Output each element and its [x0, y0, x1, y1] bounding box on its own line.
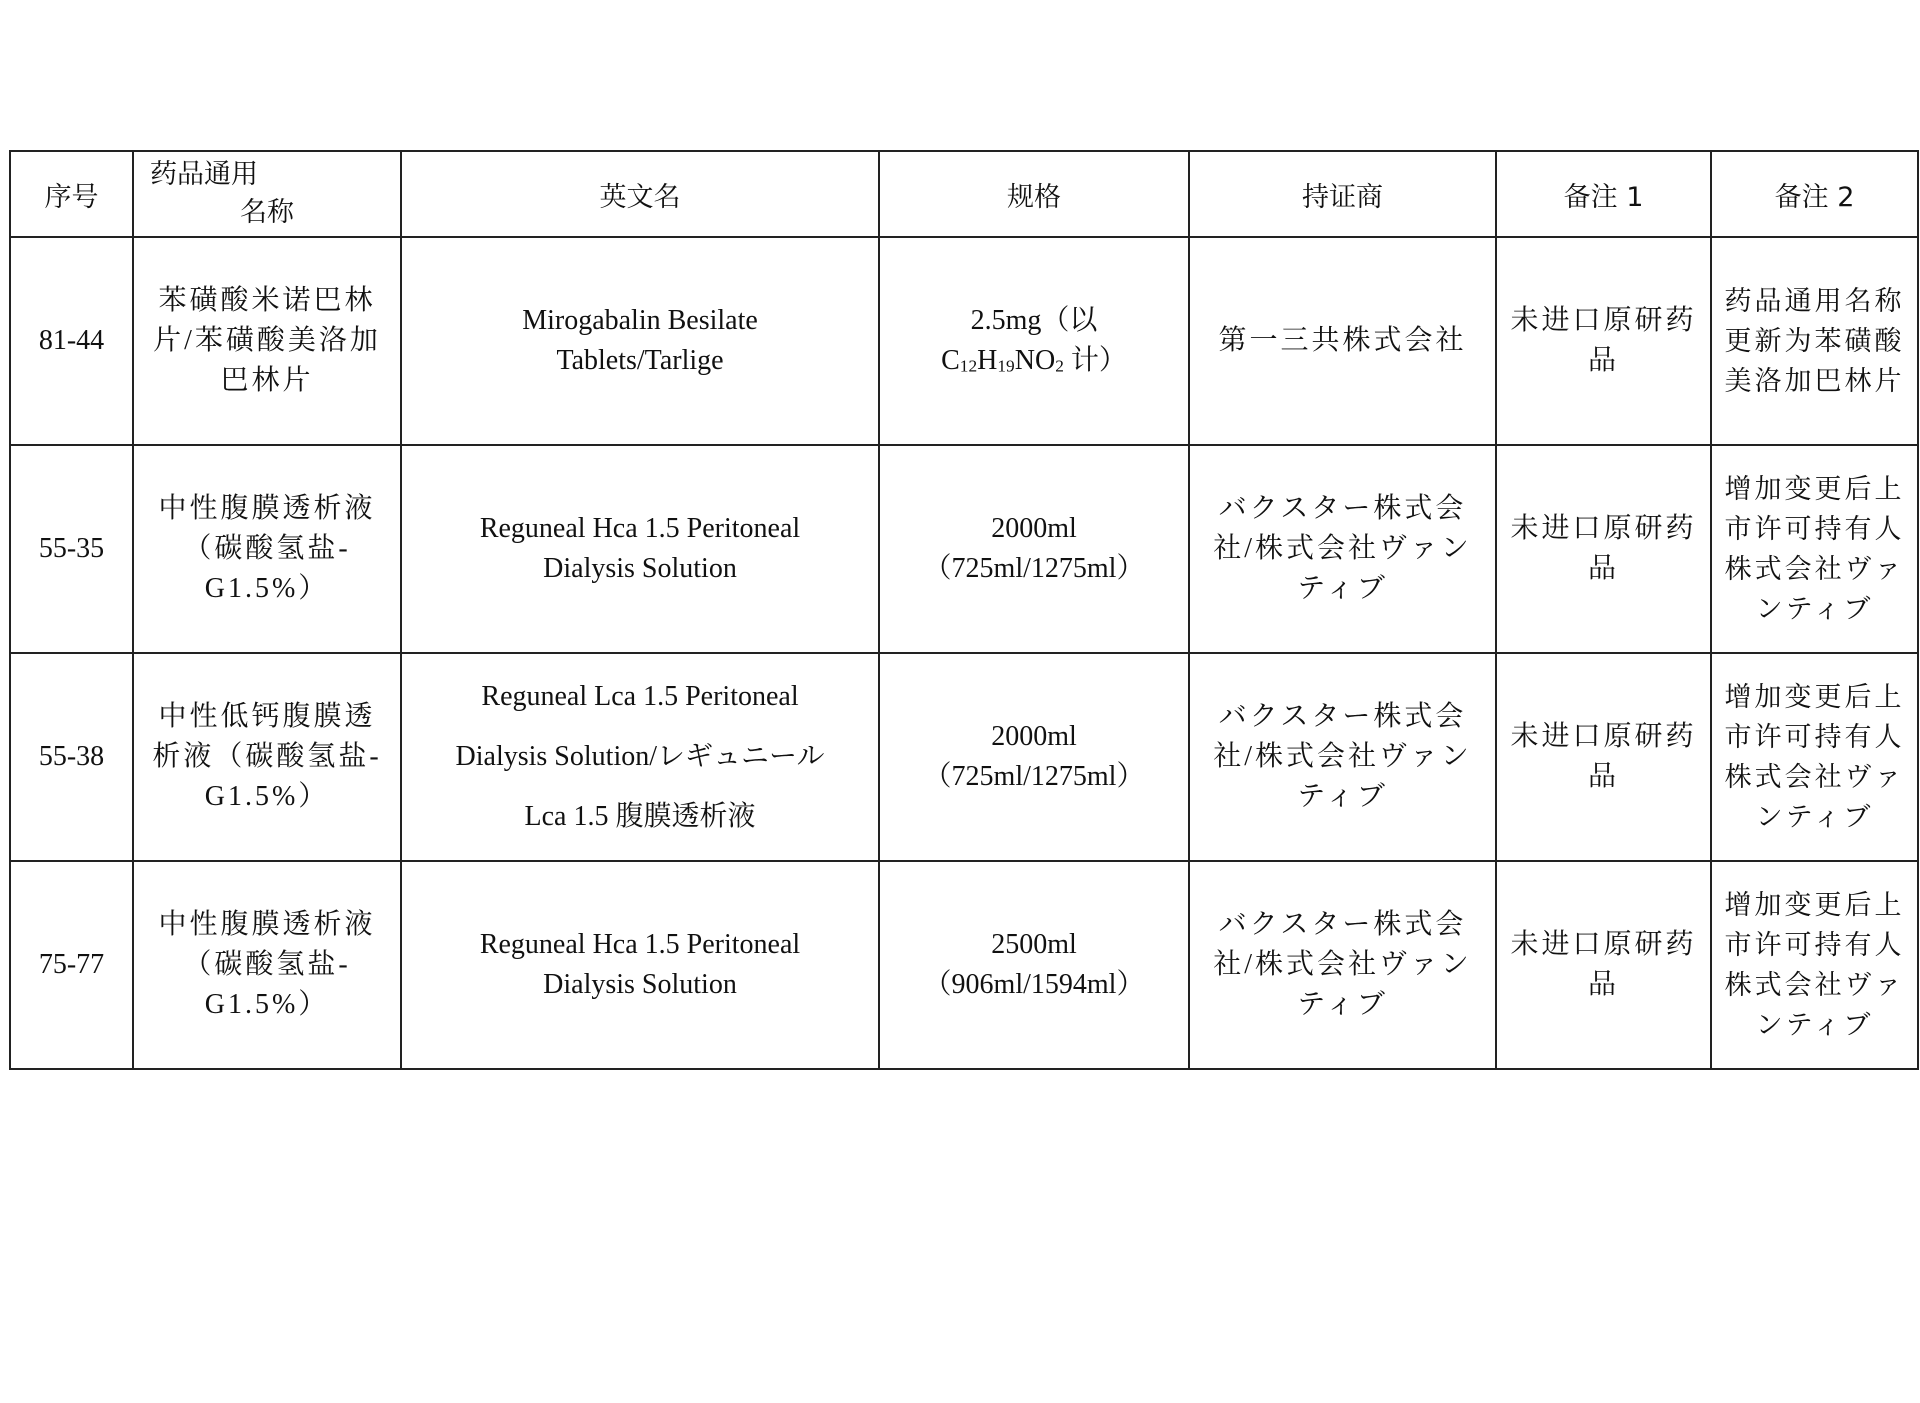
cell-english-name [401, 861, 879, 1069]
header-seq: 序号 [10, 151, 133, 237]
cell-generic-name: 中性腹膜透析液（碳酸氢盐-G1.5%） [133, 861, 401, 1069]
table-row [10, 445, 1918, 653]
english-name-line: Reguneal Hca 1.5 Peritoneal [479, 513, 801, 544]
cell-english-name [401, 237, 879, 445]
cell-note1: 未进口原研药品 [1496, 237, 1711, 445]
english-name-line: Lca 1.5 腹膜透析液 [524, 801, 756, 832]
cell-note2: 增加变更后上市许可持有人株式会社ヴァンティブ [1711, 861, 1918, 1069]
english-name-line: Dialysis Solution/レギュニール [455, 741, 825, 772]
english-name-line: Reguneal Hca 1.5 Peritoneal [479, 929, 801, 960]
cell-note1: 未进口原研药品 [1496, 653, 1711, 861]
cell-holder: バクスター株式会社/株式会社ヴァンティブ [1189, 653, 1496, 861]
cell-seq: 75-77 [10, 861, 133, 1069]
english-name-line: Reguneal Lca 1.5 Peritoneal [481, 681, 799, 712]
cell-holder: バクスター株式会社/株式会社ヴァンティブ [1189, 445, 1496, 653]
header-english-name: 英文名 [401, 151, 879, 237]
english-name-line: Mirogabalin Besilate [522, 305, 758, 336]
cell-spec [879, 861, 1189, 1069]
cell-note2: 增加变更后上市许可持有人株式会社ヴァンティブ [1711, 653, 1918, 861]
formula-no-sub: 2 [1055, 356, 1064, 376]
header-generic-name [133, 151, 401, 237]
drug-list-table [9, 150, 1919, 1070]
formula-tail: 计） [1070, 345, 1127, 376]
cell-note2: 增加变更后上市许可持有人株式会社ヴァンティブ [1711, 445, 1918, 653]
cell-note2: 药品通用名称更新为苯磺酸美洛加巴林片 [1711, 237, 1918, 445]
header-note2: 备注 2 [1711, 151, 1918, 237]
cell-seq: 55-35 [10, 445, 133, 653]
header-generic-name-line2: 名称 [240, 197, 294, 228]
table-row [10, 861, 1918, 1069]
cell-generic-name: 苯磺酸米诺巴林片/苯磺酸美洛加巴林片 [133, 237, 401, 445]
spec-formula [890, 341, 1178, 381]
header-note1: 备注 1 [1496, 151, 1711, 237]
spec-line: 2000ml [991, 721, 1077, 752]
cell-holder: バクスター株式会社/株式会社ヴァンティブ [1189, 861, 1496, 1069]
cell-english-name [401, 445, 879, 653]
header-holder: 持证商 [1189, 151, 1496, 237]
cell-seq: 55-38 [10, 653, 133, 861]
cell-spec [879, 445, 1189, 653]
formula-h: H [977, 345, 998, 376]
formula-c: C [941, 345, 960, 376]
cell-spec [879, 653, 1189, 861]
table-row [10, 653, 1918, 861]
cell-generic-name: 中性低钙腹膜透析液（碳酸氢盐-G1.5%） [133, 653, 401, 861]
cell-note1: 未进口原研药品 [1496, 861, 1711, 1069]
cell-spec [879, 237, 1189, 445]
cell-seq: 81-44 [10, 237, 133, 445]
spec-line: （725ml/1275ml） [923, 761, 1145, 792]
spec-line: （906ml/1594ml） [923, 969, 1145, 1000]
header-row [10, 151, 1918, 237]
english-name-line: Tablets/Tarlige [556, 345, 724, 376]
english-name-line: Dialysis Solution [543, 969, 737, 1000]
cell-english-name [401, 653, 879, 861]
cell-note1: 未进口原研药品 [1496, 445, 1711, 653]
table-row [10, 237, 1918, 445]
header-generic-name-line1: 药品通用 [150, 159, 258, 190]
header-spec: 规格 [879, 151, 1189, 237]
spec-line: 2.5mg（以 [970, 305, 1098, 336]
spec-line: 2500ml [991, 929, 1077, 960]
cell-generic-name: 中性腹膜透析液（碳酸氢盐-G1.5%） [133, 445, 401, 653]
formula-no: NO [1014, 345, 1056, 376]
spec-line: 2000ml [991, 513, 1077, 544]
english-name-line: Dialysis Solution [543, 553, 737, 584]
spec-line: （725ml/1275ml） [923, 553, 1145, 584]
formula-h-sub: 19 [997, 356, 1015, 376]
cell-holder: 第一三共株式会社 [1189, 237, 1496, 445]
formula-c-sub: 12 [959, 356, 978, 376]
